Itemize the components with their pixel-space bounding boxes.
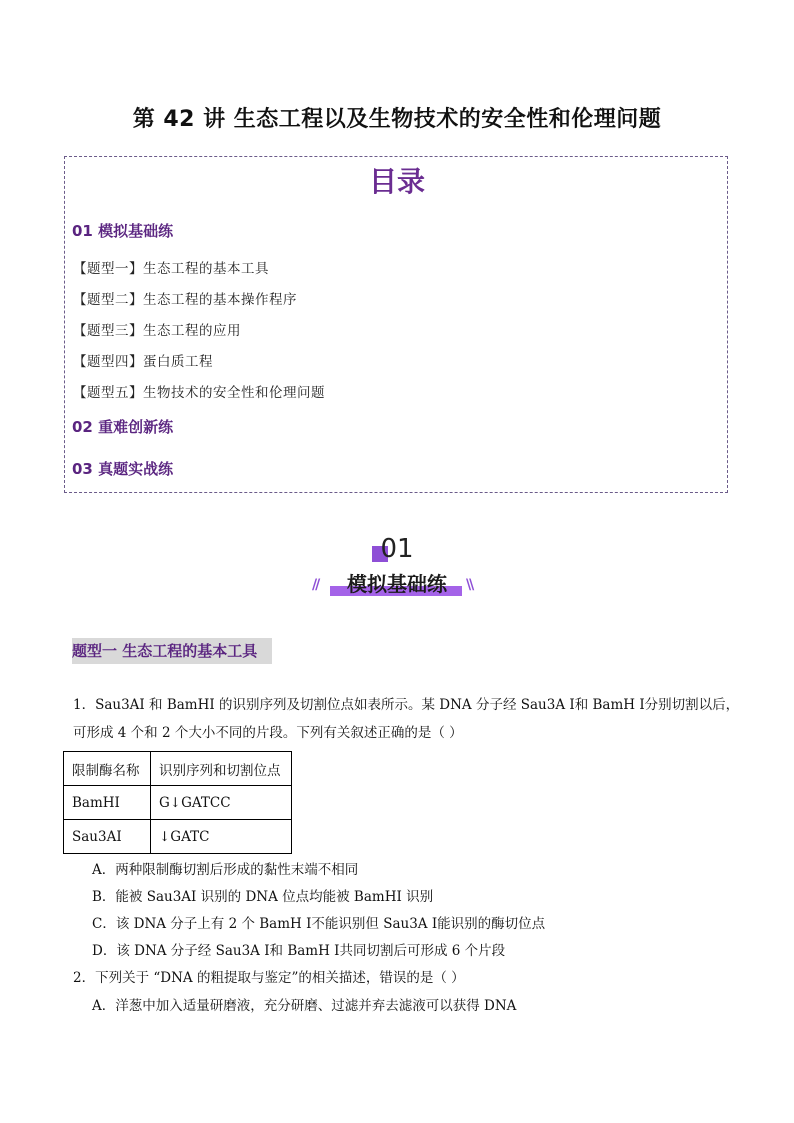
section-number: 01 — [380, 534, 414, 564]
table-header-cell: 识别序列和切割位点 — [151, 752, 292, 786]
q1-option-b[interactable]: B．能被 Sau3AI 识别的 DNA 位点均能被 BamHI 识别 — [92, 889, 434, 905]
table-header-cell: 限制酶名称 — [64, 752, 151, 786]
toc-section-01[interactable]: 01 模拟基础练 — [72, 222, 174, 240]
toc-section-03[interactable]: 03 真题实战练 — [72, 460, 174, 478]
q2-option-a[interactable]: A．洋葱中加入适量研磨液，充分研磨、过滤并弃去滤液可以获得 DNA — [92, 998, 517, 1014]
toc-item-3[interactable]: 【题型三】生态工程的应用 — [73, 323, 241, 339]
q2-stem: 2．下列关于 “DNA 的粗提取与鉴定”的相关描述，错误的是（ ） — [73, 970, 465, 986]
toc-item-5[interactable]: 【题型五】生物技术的安全性和伦理问题 — [73, 385, 325, 401]
table-cell: Sau3AI — [64, 820, 151, 854]
table-cell: G↓GATCC — [151, 786, 292, 820]
toc-item-2[interactable]: 【题型二】生态工程的基本操作程序 — [73, 292, 297, 308]
table-header-row — [64, 752, 292, 786]
table-row — [64, 786, 292, 820]
toc-section-02[interactable]: 02 重难创新练 — [72, 418, 174, 436]
toc-item-4[interactable]: 【题型四】蛋白质工程 — [73, 354, 213, 370]
enzyme-table — [63, 751, 292, 854]
section-name: 模拟基础练 — [347, 572, 447, 596]
left-slash-decoration: // — [312, 577, 319, 593]
table-cell: ↓GATC — [151, 820, 292, 854]
q1-option-c[interactable]: C．该 DNA 分子上有 2 个 BamH Ⅰ不能识别但 Sau3A Ⅰ能识别的酶切位点 — [92, 916, 546, 932]
toc-item-1[interactable]: 【题型一】生态工程的基本工具 — [73, 261, 269, 277]
table-cell: BamHI — [64, 786, 151, 820]
table-row — [64, 820, 292, 854]
q1-option-a[interactable]: A．两种限制酶切割后形成的黏性末端不相同 — [92, 862, 359, 878]
right-slash-decoration: \\ — [466, 577, 473, 593]
q1-stem-line1: 1．Sau3AI 和 BamHI 的识别序列及切割位点如表所示。某 DNA 分子经 Sau3A Ⅰ和 BamH Ⅰ分别切割以后， — [73, 697, 740, 713]
page-title: 第 42 讲 生态工程以及生物技术的安全性和伦理问题 — [132, 107, 662, 132]
q1-option-d[interactable]: D．该 DNA 分子经 Sau3A Ⅰ和 BamH Ⅰ共同切割后可形成 6 个片段 — [92, 943, 506, 959]
type-heading: 题型一 生态工程的基本工具 — [72, 642, 258, 660]
toc-heading: 目录 — [368, 165, 425, 198]
q1-stem-line2: 可形成 4 个和 2 个大小不同的片段。下列有关叙述正确的是（ ） — [73, 725, 463, 741]
